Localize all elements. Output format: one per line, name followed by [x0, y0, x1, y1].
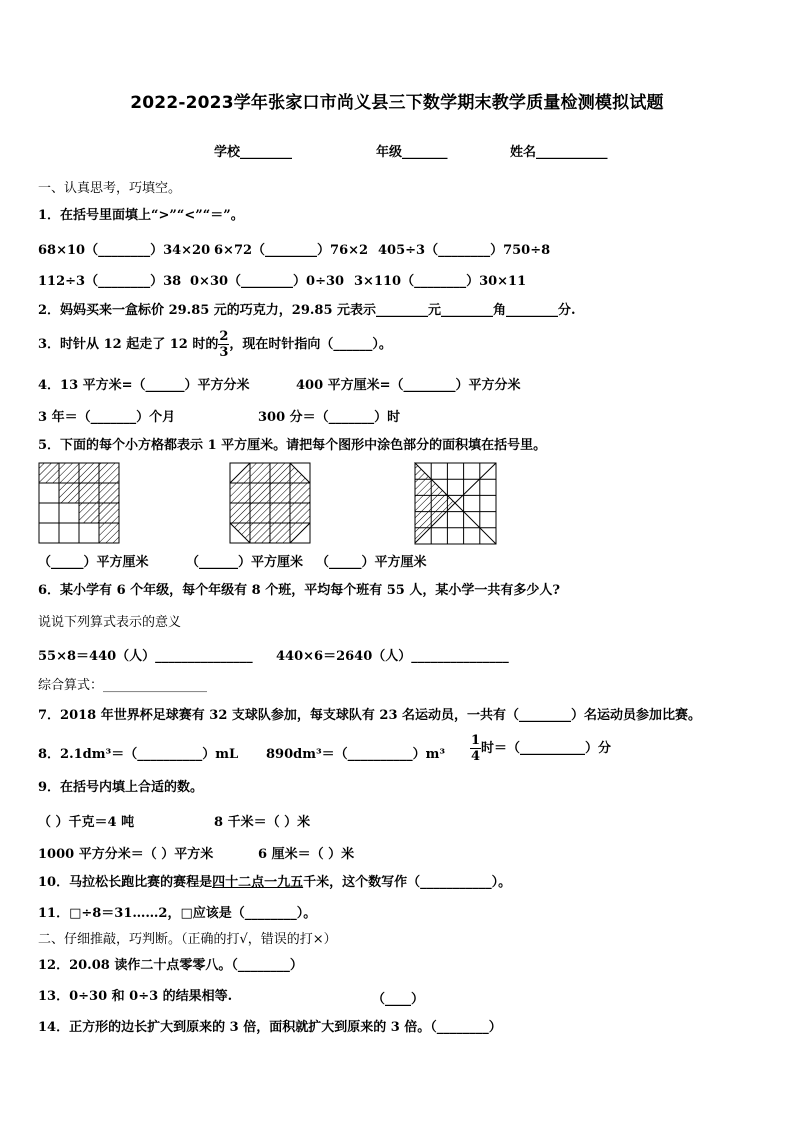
q4-b[interactable]: 400 平方厘米=（________）平方分米 [296, 378, 521, 393]
q9-a[interactable]: （ ）千克＝4 吨 [38, 815, 135, 830]
q3-numerator: 2 [219, 329, 229, 344]
q10-text[interactable] [38, 874, 511, 892]
q1-item-2[interactable]: 6×72（________）76×2 [214, 243, 369, 258]
q3-after: ，现在时针指向（______）。 [229, 337, 392, 352]
q6-stem: 6．某小学有 6 个年级，每个年级有 8 个班，平均每个班有 55 人，某小学一共有多少人? [38, 583, 561, 598]
q10-after: 千米，这个数写作（___________）。 [303, 875, 512, 890]
q2-text[interactable]: 2．妈妈买来一盒标价 29.85 元的巧克力，29.85 元表示________元________角________分. [38, 303, 576, 318]
q5-answer-3[interactable]: （_____）平方厘米 [316, 555, 427, 570]
q6-total-formula[interactable]: 综合算式：________________ [38, 678, 208, 693]
q9-stem: 9．在括号内填上合适的数。 [38, 780, 204, 795]
q5-answer-2[interactable]: （______）平方厘米 [186, 555, 304, 570]
q8-c-text: 时＝（__________）分 [481, 741, 612, 756]
grade-field[interactable]: 年级_______ [376, 145, 448, 160]
q9-d[interactable]: 6 厘米＝（ ）米 [258, 847, 355, 862]
name-field[interactable]: 姓名___________ [510, 145, 608, 160]
q5-answer-1[interactable]: （_____）平方厘米 [38, 555, 149, 570]
q3-fraction [218, 329, 229, 360]
q8-denominator: 4 [471, 749, 481, 764]
q1-item-4[interactable]: 112÷3（________）38 [38, 274, 182, 289]
q1-item-3[interactable]: 405÷3（________）750÷8 [378, 243, 551, 258]
q5-stem: 5．下面的每个小方格都表示 1 平方厘米。请把每个图形中涂色部分的面积填在括号里。 [38, 438, 547, 453]
q5-figure-1 [38, 462, 120, 544]
q13-text: 13．0÷30 和 0÷3 的结果相等. [38, 989, 233, 1004]
q10-underlined: 四十二点一九五 [212, 875, 304, 890]
q8-numerator: 1 [471, 733, 481, 748]
q4-d[interactable]: 300 分＝（_______）时 [258, 410, 401, 425]
q8-b[interactable]: 890dm³＝（__________）m³ [266, 747, 446, 762]
q3-before: 3．时针从 12 起走了 12 时的 [38, 337, 219, 352]
q9-c[interactable]: 1000 平方分米＝（ ）平方米 [38, 847, 214, 862]
q6-formula-1[interactable]: 55×8＝440（人）_______________ [38, 649, 253, 664]
q8-fraction [470, 733, 481, 764]
q12-text[interactable]: 12．20.08 读作二十点零零八。（________） [38, 958, 303, 973]
section-2-heading: 二、仔细推敲，巧判断。（正确的打√，错误的打×） [38, 932, 337, 947]
q13-answer[interactable]: （____） [372, 992, 425, 1007]
q5-figure-3 [414, 462, 498, 546]
school-field[interactable]: 学校________ [214, 145, 293, 160]
q6-subtitle: 说说下列算式表示的意义 [38, 615, 182, 630]
q6-formula-2[interactable]: 440×6＝2640（人）_______________ [276, 649, 509, 664]
q1-stem: 1．在括号里面填上“>”“<”“＝”。 [38, 208, 244, 223]
q1-item-1[interactable]: 68×10（________）34×20 [38, 243, 211, 258]
q14-text[interactable]: 14．正方形的边长扩大到原来的 3 倍，面积就扩大到原来的 3 倍。（________） [38, 1020, 502, 1035]
q10-before: 10．马拉松长跑比赛的赛程是 [38, 875, 213, 890]
q11-text[interactable]: 11．□÷8＝31……2，□应该是（________）。 [38, 906, 317, 921]
q1-item-5[interactable]: 0×30（________）0÷30 [190, 274, 345, 289]
section-1-heading: 一、认真思考，巧填空。 [38, 181, 182, 196]
q4-c[interactable]: 3 年＝（_______）个月 [38, 410, 176, 425]
q3-denominator: 3 [219, 345, 229, 360]
q3-text[interactable] [38, 329, 392, 360]
q8-a[interactable]: 8．2.1dm³＝（__________）mL [38, 747, 239, 762]
q5-figure-2 [229, 462, 311, 544]
q1-item-6[interactable]: 3×110（________）30×11 [354, 274, 527, 289]
q7-text[interactable]: 7．2018 年世界杯足球赛有 32 支球队参加，每支球队有 23 名运动员，一共有（________）名运动员参加比赛。 [38, 708, 702, 723]
page-title: 2022-2023学年张家口市尚义县三下数学期末教学质量检测模拟试题 [130, 93, 664, 113]
q4-a[interactable]: 4．13 平方米=（______）平方分米 [38, 378, 250, 393]
q9-b[interactable]: 8 千米＝（ ）米 [214, 815, 311, 830]
q8-c[interactable] [470, 733, 611, 764]
